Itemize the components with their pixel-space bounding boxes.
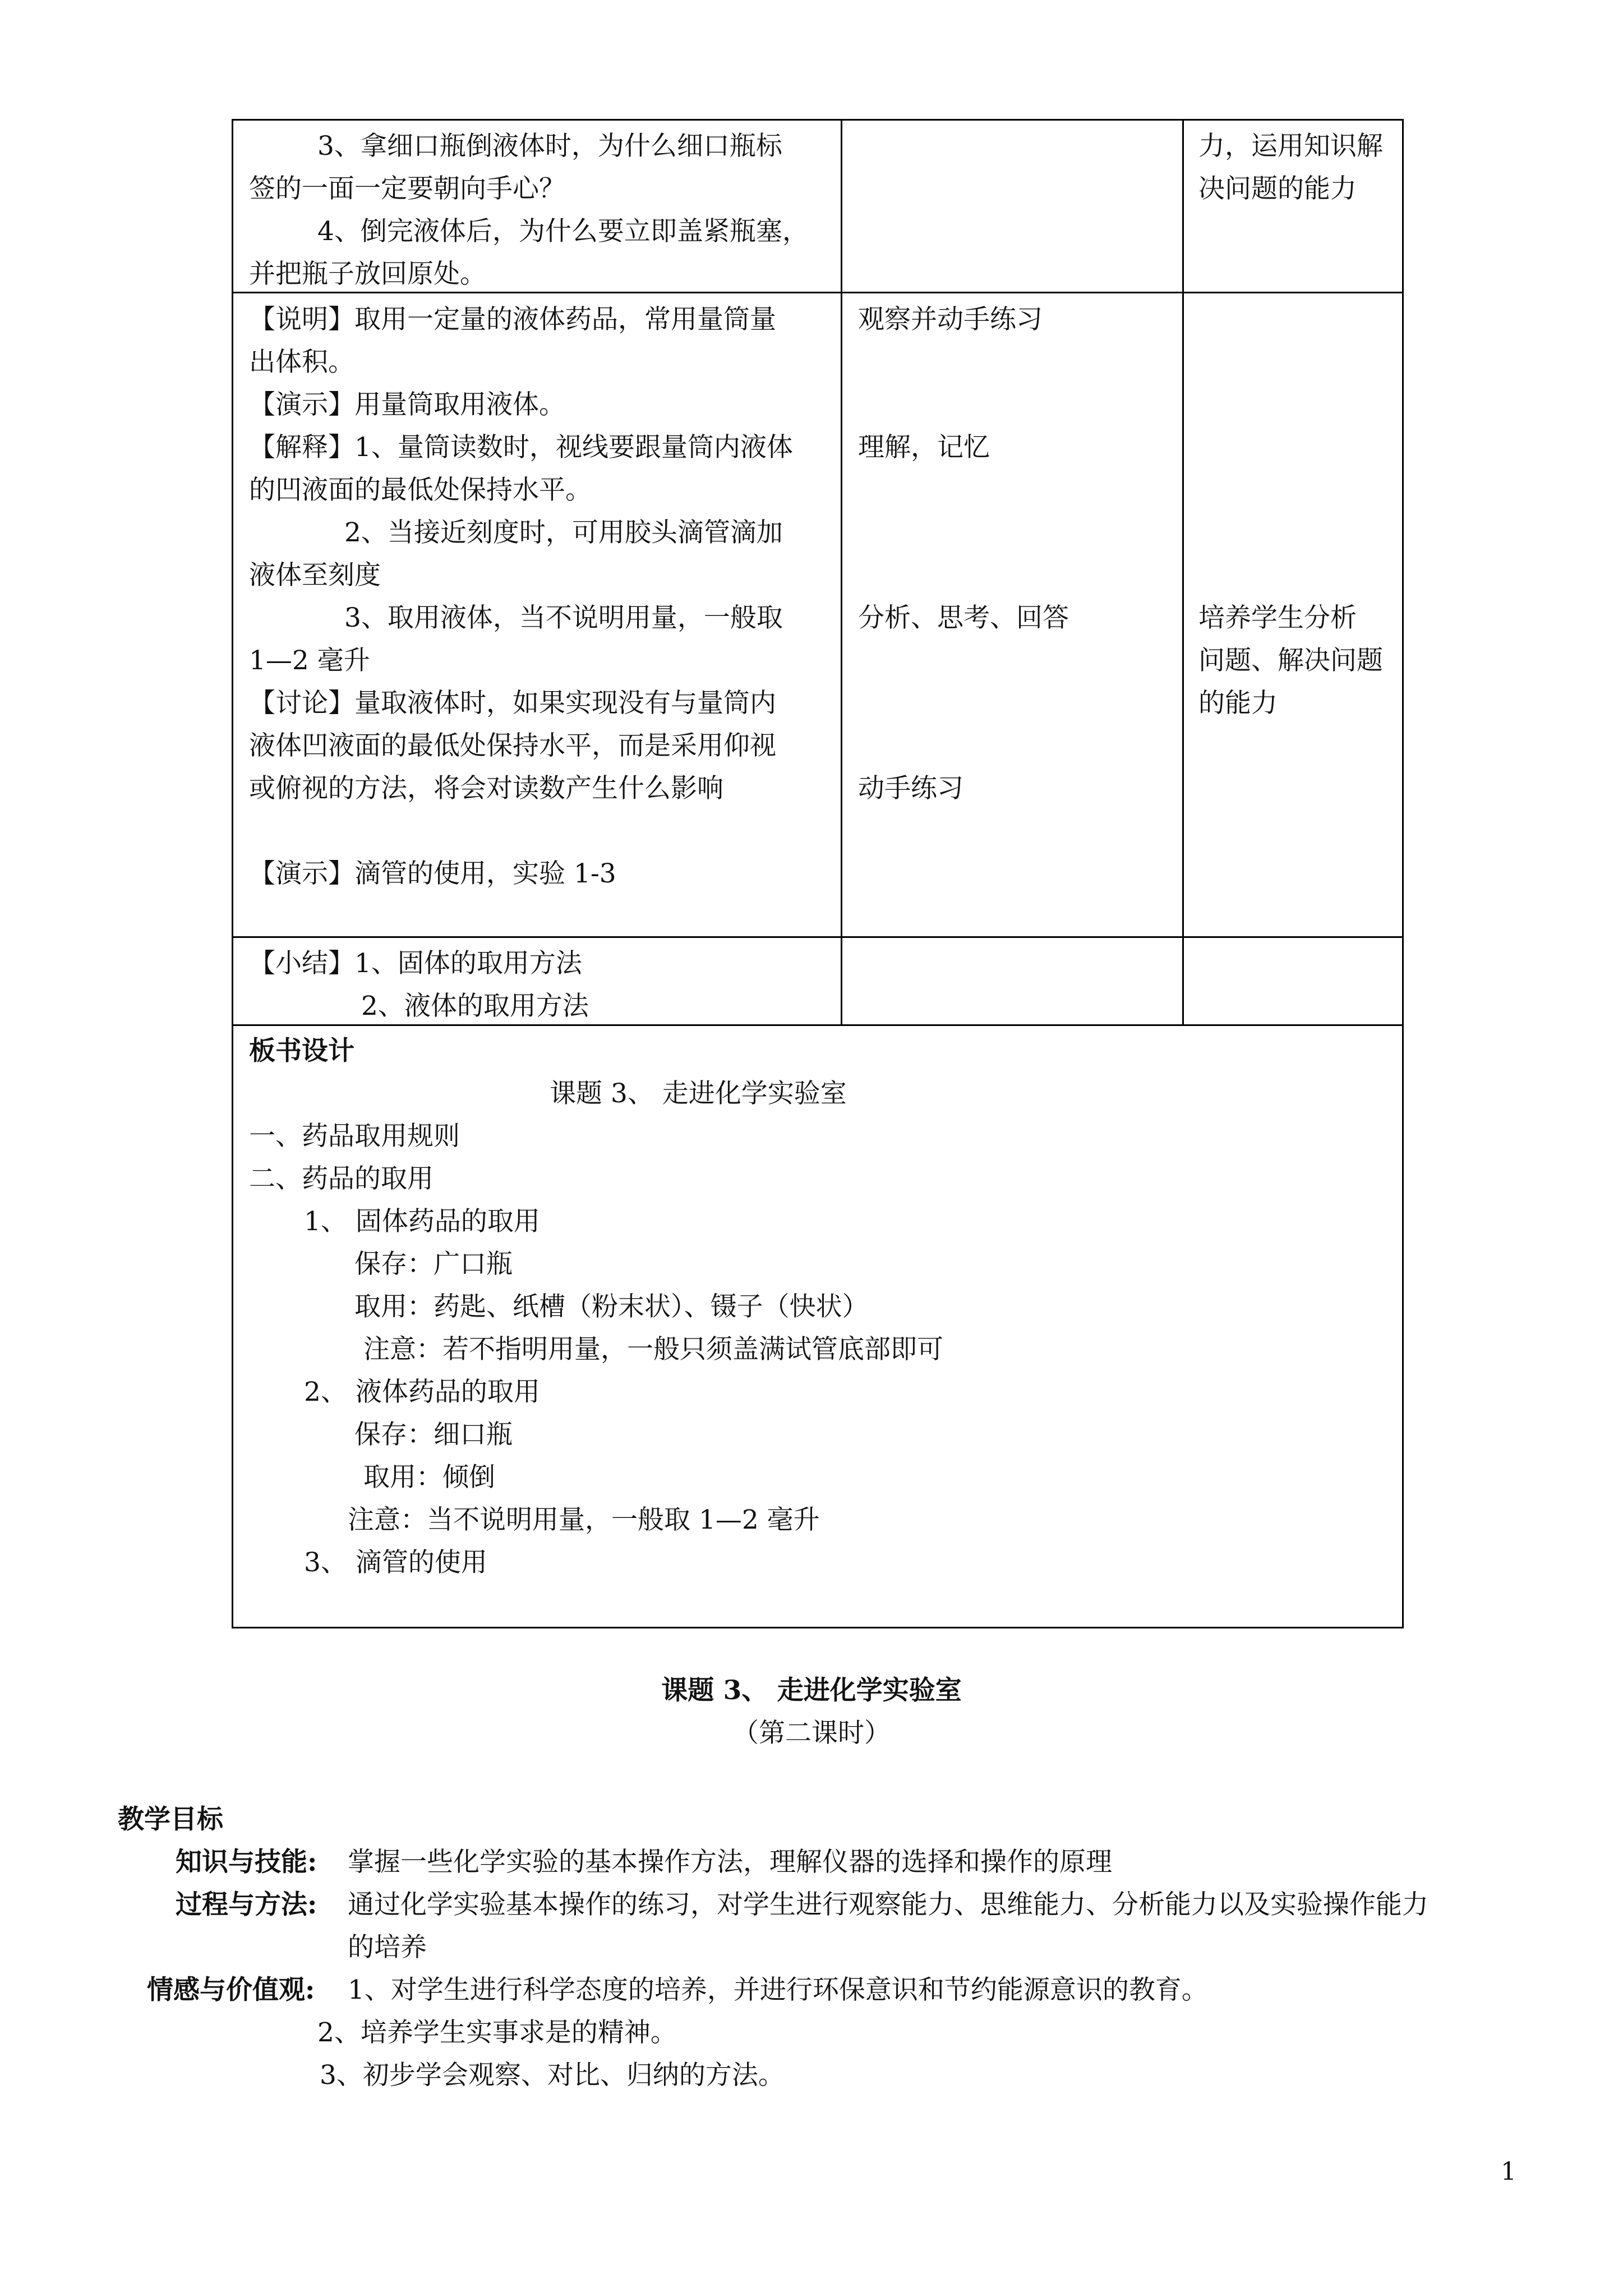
row2-col1-line-2: 出体积。	[249, 347, 354, 378]
emotion-label: 情感与价值观:	[147, 1975, 315, 2005]
row2-col1-line-10: 【讨论】量取液体时，如果实现没有与量筒内	[249, 688, 776, 719]
row2-col2-line-2: 理解，记忆	[858, 432, 990, 463]
goals-heading: 教学目标	[118, 1804, 223, 1835]
board-line-8: 保存：细口瓶	[354, 1419, 513, 1450]
table-border-bottom	[232, 1627, 1404, 1628]
board-line-4: 保存：广口瓶	[354, 1249, 513, 1280]
board-line-1: 一、药品取用规则	[249, 1121, 460, 1152]
board-line-2: 二、药品的取用	[249, 1163, 434, 1194]
board-line-9: 取用：倾倒	[363, 1462, 495, 1493]
row1-col1-line-1: 3、拿细口瓶倒液体时，为什么细口瓶标	[317, 131, 782, 162]
board-line-3: 1、 固体药品的取用	[304, 1206, 540, 1237]
row2-col1-line-3: 【演示】用量筒取用液体。	[249, 389, 565, 420]
row2-col3-line-3: 的能力	[1198, 688, 1278, 719]
knowledge-label: 知识与技能:	[176, 1847, 317, 1878]
table-border-top	[232, 119, 1404, 121]
row2-col3-line-1: 培养学生分析	[1198, 602, 1357, 633]
board-line-6: 注意：若不指明用量，一般只须盖满试管底部即可	[363, 1334, 943, 1365]
table-border-left	[232, 119, 233, 1628]
process-text-1: 通过化学实验基本操作的练习，对学生进行观察能力、思维能力、分析能力以及实验操作能力	[348, 1889, 1428, 1920]
board-line-5: 取用：药匙、纸槽（粉末状）、镊子（快状）	[354, 1291, 869, 1322]
row2-col1-line-1: 【说明】取用一定量的液体药品，常用量筒量	[249, 304, 776, 335]
table-row-divider-2	[232, 936, 1404, 938]
row2-col1-line-12: 或俯视的方法，将会对读数产生什么影响	[249, 773, 723, 804]
row2-col1-line-7: 液体至刻度	[249, 560, 381, 591]
process-label: 过程与方法:	[176, 1889, 317, 1920]
knowledge-text: 掌握一些化学实验的基本操作方法，理解仪器的选择和操作的原理	[348, 1847, 1112, 1878]
row2-col1-line-6: 2、当接近刻度时，可用胶头滴管滴加	[344, 517, 783, 548]
row1-col3-line-1: 力，运用知识解	[1198, 131, 1383, 162]
row1-col1-line-3: 4、倒完液体后，为什么要立即盖紧瓶塞，	[317, 216, 809, 247]
table-col-divider-1	[841, 119, 842, 1026]
emotion-item-3: 3、初步学会观察、对比、归纳的方法。	[320, 2060, 785, 2091]
row1-col1-line-2: 签的一面一定要朝向手心？	[249, 173, 565, 204]
row2-col1-line-11: 液体凹液面的最低处保持水平，而是采用仰视	[249, 730, 776, 761]
process-text-2: 的培养	[348, 1932, 427, 1963]
board-line-11: 3、 滴管的使用	[304, 1547, 487, 1578]
table-row-divider-3	[232, 1024, 1404, 1026]
lesson-subtitle: （第二课时）	[732, 1718, 891, 1749]
table-row-divider-1	[232, 292, 1404, 293]
board-heading: 板书设计	[249, 1036, 354, 1066]
page-number: 1	[1501, 2157, 1516, 2186]
row2-col2-line-3: 分析、思考、回答	[858, 602, 1069, 633]
table-border-right	[1402, 119, 1404, 1628]
row2-col1-line-5: 的凹液面的最低处保持水平。	[249, 475, 592, 505]
table-col-divider-2	[1182, 119, 1184, 1026]
row2-col1-line-13: 【演示】滴管的使用，实验 1-3	[249, 858, 616, 889]
row2-col1-line-4: 【解释】1、量筒读数时，视线要跟量筒内液体	[249, 432, 793, 463]
row2-col1-line-9: 1—2 毫升	[249, 645, 370, 676]
board-line-10: 注意：当不说明用量，一般取 1—2 毫升	[348, 1504, 820, 1535]
row3-col1-line-1: 【小结】1、固体的取用方法	[249, 948, 582, 979]
row2-col3-line-2: 问题、解决问题	[1198, 645, 1383, 676]
board-line-7: 2、 液体药品的取用	[304, 1377, 540, 1407]
row2-col2-line-4: 动手练习	[858, 773, 963, 804]
emotion-item-2: 2、培养学生实事求是的精神。	[317, 2017, 677, 2048]
lesson-title: 课题 3、 走进化学实验室	[661, 1675, 962, 1706]
row1-col3-line-2: 决问题的能力	[1198, 173, 1357, 204]
emotion-item-1: 1、对学生进行科学态度的培养，并进行环保意识和节约能源意识的教育。	[348, 1975, 1208, 2005]
row3-col1-line-2: 2、液体的取用方法	[361, 991, 589, 1022]
row2-col1-line-8: 3、取用液体，当不说明用量，一般取	[344, 602, 783, 633]
row1-col1-line-4: 并把瓶子放回原处。	[249, 259, 486, 289]
row2-col2-line-1: 观察并动手练习	[858, 304, 1043, 335]
board-title: 课题 3、 走进化学实验室	[550, 1078, 847, 1109]
